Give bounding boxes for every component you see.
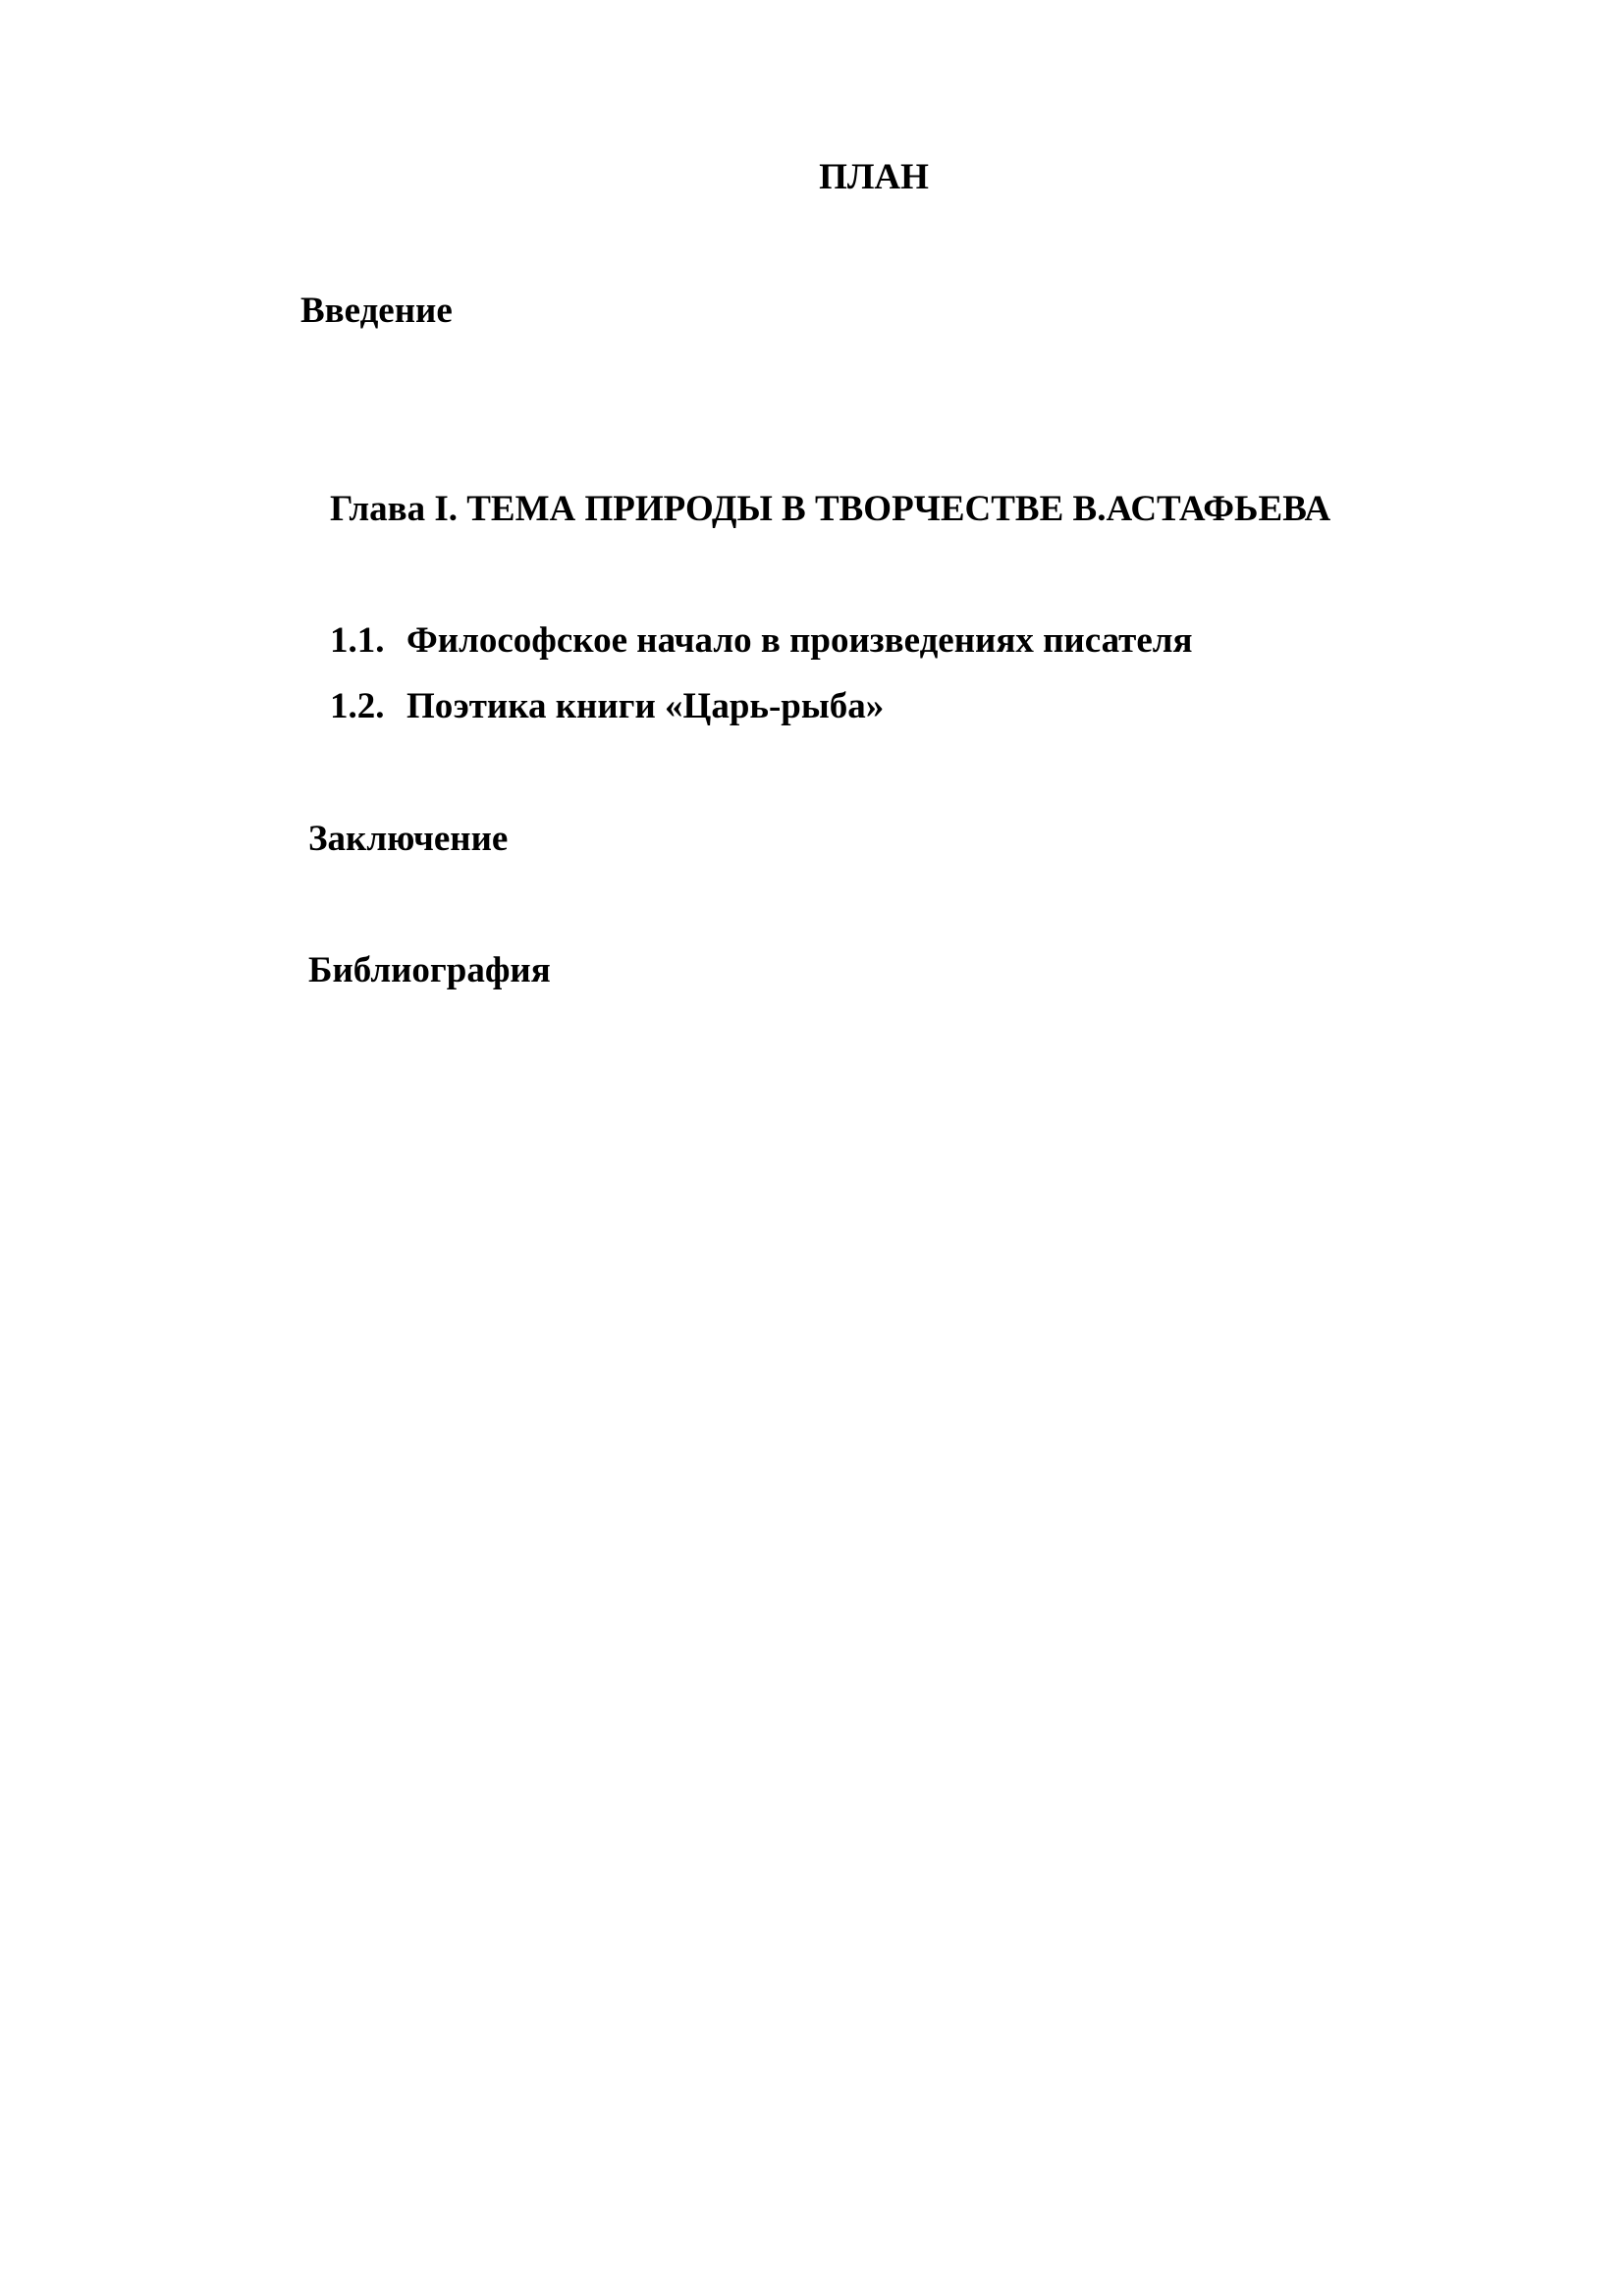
- toc-item-chapter-1: Глава I. ТЕМА ПРИРОДЫ В ТВОРЧЕСТВЕ В.АСТАФЬЕВА: [330, 489, 1331, 529]
- toc-subsection-1-2: [330, 688, 884, 724]
- toc-item-conclusion: Заключение: [308, 819, 509, 859]
- toc-item-bibliography: Библиография: [308, 950, 551, 990]
- subsection-number: 1.2.: [330, 686, 385, 726]
- subsection-text: Поэтика книги «Царь-рыба»: [406, 686, 885, 726]
- toc-subsection-1-1: [330, 622, 1193, 659]
- toc-item-introduction: Введение: [300, 291, 453, 331]
- page-title: ПЛАН: [819, 157, 929, 197]
- subsection-text: Философское начало в произведениях писателя: [406, 620, 1193, 661]
- subsection-number: 1.1.: [330, 620, 385, 661]
